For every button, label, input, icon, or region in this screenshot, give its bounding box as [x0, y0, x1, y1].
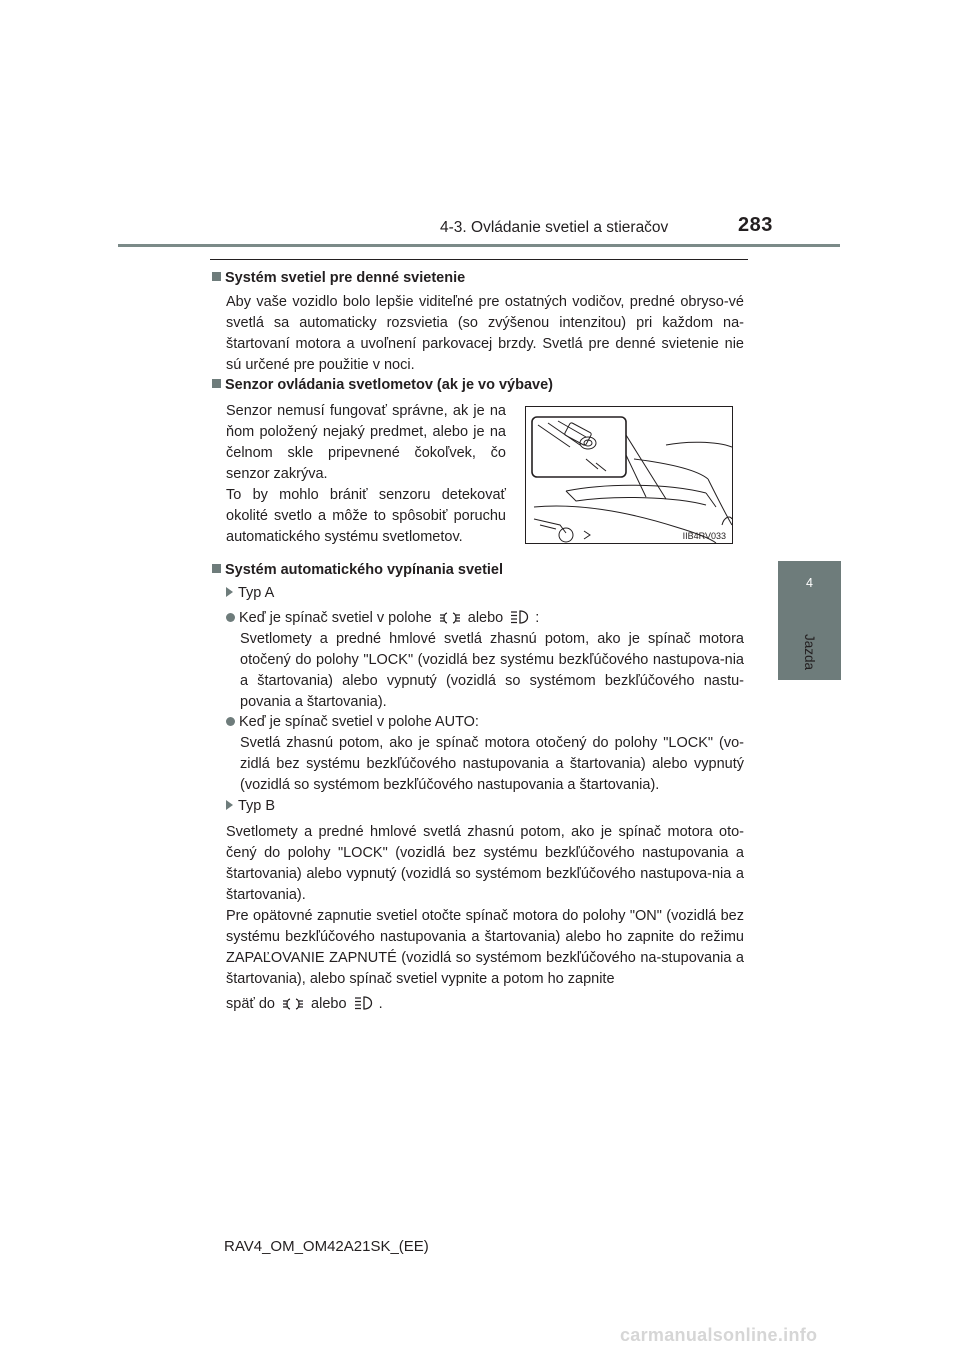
windshield-sensor-drawing [526, 407, 732, 543]
triangle-bullet-icon [226, 587, 233, 597]
section-heading-daytime-lights: Systém svetiel pre denné svietenie [212, 268, 465, 288]
square-bullet-icon [212, 379, 221, 388]
illustration-code: IIB4RV033 [682, 531, 726, 541]
square-bullet-icon [212, 564, 221, 573]
circle-bullet-icon [226, 717, 235, 726]
section-title: 4-3. Ovládanie svetiel a stieračov [440, 219, 669, 236]
light-sensor-text-1: Senzor nemusí fungovať správne, ak je na ňom položený nejaký predmet, alebo je na čelnom skle pripevnené čokoľvek, čo senzor zakrýva. [226, 403, 506, 482]
bullet-2-heading: Keď je spínač svetiel v polohe AUTO: [226, 712, 479, 733]
bullet-2-text: Svetlá zhasnú potom, ako je spínač motora otočený do polohy "LOCK" (vo-zidlá bez systému bezkľúčového nastupovania a štartovania) alebo vypnutý (vozidlá so systémom bezkľúčového nastupovania a štartovania). [240, 735, 744, 793]
headlight-icon [354, 995, 376, 1011]
document-code: RAV4_OM_OM42A21SK_(EE) [224, 1238, 429, 1255]
triangle-bullet-icon [226, 800, 233, 810]
watermark: carmanualsonline.info [620, 1325, 818, 1345]
type-a-label: Typ A [226, 583, 274, 604]
circle-bullet-icon [226, 613, 235, 622]
square-bullet-icon [212, 272, 221, 281]
headlight-icon [510, 609, 532, 625]
header-rule [118, 244, 840, 247]
parking-light-icon [439, 611, 461, 625]
type-b-label: Typ B [226, 796, 275, 817]
restart-text: Pre opätovné zapnutie svetiel otočte spínač motora do polohy "ON" (vozidlá bez systému bezkľúčového nastupovania a štartovania) alebo ho zapnite do režimu ZAPAĽOVANIE ZAPNUTÉ (vozidlá so systémom bezkľúčového na-stupovania a štartovania), alebo spínač svetiel vypnite a potom ho zapnite [226, 908, 744, 987]
light-sensor-text-2: To by mohlo brániť senzoru detekovať okolité svetlo a môže to spôsobiť poruchu automatického systému svetlometov. [226, 487, 506, 545]
type-b-text: Svetlomety a predné hmlové svetlá zhasnú potom, ako je spínač motora oto-čený do polohy "LOCK" (vozidlá bez systému bezkľúčového nastupovania a štartovania) alebo vypnutý (vozidlá so systémom bezkľúčového nastupova-nia a štartovania). [226, 824, 744, 903]
chapter-label: Jazda [802, 634, 817, 671]
section-heading-light-sensor: Senzor ovládania svetlometov (ak je vo výbave) [212, 375, 553, 395]
daytime-lights-text: Aby vaše vozidlo bolo lepšie viditeľné pre ostatných vodičov, predné obryso-vé svetlá sa automaticky rozsvietia (so zvýšenou intenzitou) pri každom na-štartovaní motora a uvoľnení parkovacej brzdy. Svetlá pre denné svietenie nie sú určené pre použitie v noci. [226, 294, 744, 373]
bullet-1-text: Svetlomety a predné hmlové svetlá zhasnú potom, ako je spínač motora otočený do polohy "LOCK" (vozidlá bez systému bezkľúčového nastupova-nia a štartovania) alebo vypnutý (vozidlá so systémom bezkľúčového nastu-povania a štartovania). [240, 631, 744, 710]
page-number: 283 [738, 214, 773, 236]
chapter-number: 4 [806, 576, 813, 590]
content-top-rule [210, 259, 748, 260]
restart-text-tail: späť do alebo . [226, 996, 383, 1012]
bullet-1-heading: Keď je spínač svetiel v polohe alebo : [226, 608, 539, 629]
parking-light-icon [282, 997, 304, 1011]
light-sensor-illustration [525, 406, 733, 544]
chapter-label-vertical [797, 634, 823, 694]
section-heading-auto-off: Systém automatického vypínania svetiel [212, 560, 503, 580]
